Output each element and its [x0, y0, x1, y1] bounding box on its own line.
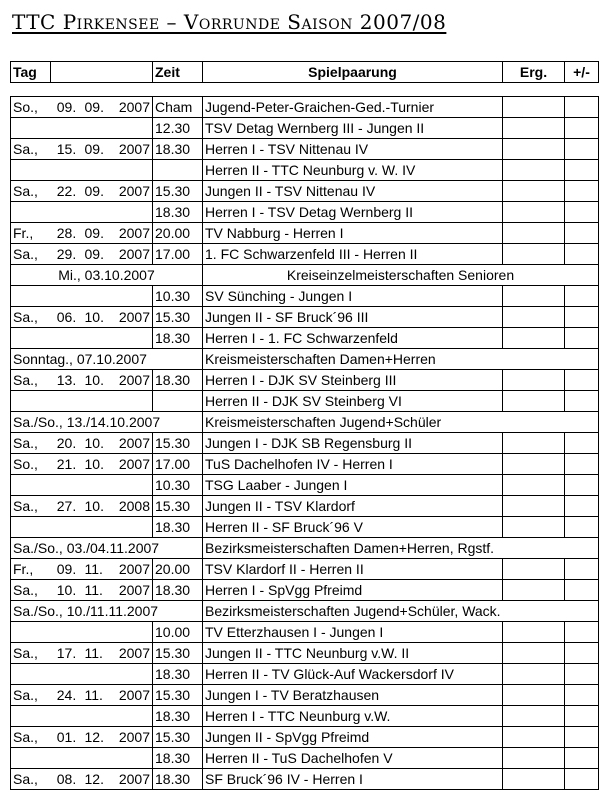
cell-day — [11, 517, 51, 538]
table-row — [11, 181, 599, 202]
cell-date-day: 27. — [51, 496, 83, 517]
cell-plusminus — [565, 454, 599, 475]
cell-day: Sa., — [11, 685, 51, 706]
cell-spielpaarung: Herren I - 1. FC Schwarzenfeld — [203, 328, 503, 349]
cell-ergebnis — [503, 370, 565, 391]
cell-zeit: 20.00 — [153, 559, 203, 580]
table-row — [11, 202, 599, 223]
cell-spielpaarung: Herren II - TV Glück-Auf Wackersdorf IV — [203, 664, 503, 685]
cell-plusminus — [565, 664, 599, 685]
header-plusminus: +/- — [565, 62, 599, 83]
cell-plusminus — [565, 643, 599, 664]
cell-plusminus — [565, 580, 599, 601]
cell-plusminus — [565, 496, 599, 517]
cell-spielpaarung: Jungen II - TTC Neunburg v.W. II — [203, 643, 503, 664]
table-row — [11, 412, 599, 433]
cell-date-year — [115, 118, 153, 139]
table-row — [11, 601, 599, 622]
cell-date-day — [51, 475, 83, 496]
cell-spielpaarung: TV Nabburg - Herren I — [203, 223, 503, 244]
table-row — [11, 160, 599, 181]
cell-zeit — [153, 391, 203, 412]
cell-zeit: 18.30 — [153, 748, 203, 769]
cell-date-year: 2007 — [115, 643, 153, 664]
cell-date-month: 11. — [83, 559, 115, 580]
cell-day — [11, 328, 51, 349]
event-name: Bezirksmeisterschaften Jugend+Schüler, Wack. — [203, 601, 599, 622]
cell-spielpaarung: 1. FC Schwarzenfeld III - Herren II — [203, 244, 503, 265]
cell-date-month: 09. — [83, 244, 115, 265]
cell-date-day: 10. — [51, 580, 83, 601]
cell-ergebnis — [503, 433, 565, 454]
cell-day: Sa., — [11, 580, 51, 601]
cell-plusminus — [565, 223, 599, 244]
cell-zeit: 15.30 — [153, 496, 203, 517]
cell-ergebnis — [503, 181, 565, 202]
cell-date-month: 12. — [83, 769, 115, 790]
cell-date-year: 2008 — [115, 496, 153, 517]
cell-spielpaarung: Herren II - TuS Dachelhofen V — [203, 748, 503, 769]
cell-day — [11, 202, 51, 223]
table-row — [11, 370, 599, 391]
cell-plusminus — [565, 559, 599, 580]
table-row — [11, 706, 599, 727]
cell-ergebnis — [503, 244, 565, 265]
table-row — [11, 391, 599, 412]
cell-date-day — [51, 622, 83, 643]
cell-ergebnis — [503, 160, 565, 181]
table-row — [11, 307, 599, 328]
cell-day: Sa., — [11, 370, 51, 391]
cell-spielpaarung: Jungen II - TSV Klardorf — [203, 496, 503, 517]
cell-date-month: 09. — [83, 223, 115, 244]
cell-date-month: 09. — [83, 139, 115, 160]
cell-date-day: 17. — [51, 643, 83, 664]
cell-spielpaarung: SF Bruck´96 IV - Herren I — [203, 769, 503, 790]
cell-date-year — [115, 328, 153, 349]
cell-date-month: 10. — [83, 307, 115, 328]
cell-plusminus — [565, 517, 599, 538]
event-name: Kreismeisterschaften Jugend+Schüler — [203, 412, 599, 433]
table-row — [11, 559, 599, 580]
cell-day: Sa., — [11, 727, 51, 748]
table-row — [11, 349, 599, 370]
table-row — [11, 328, 599, 349]
table-row — [11, 244, 599, 265]
cell-ergebnis — [503, 748, 565, 769]
cell-ergebnis — [503, 559, 565, 580]
cell-plusminus — [565, 286, 599, 307]
cell-date-day: 01. — [51, 727, 83, 748]
cell-day — [11, 118, 51, 139]
table-row — [11, 433, 599, 454]
cell-date-year — [115, 286, 153, 307]
cell-zeit: Cham — [153, 97, 203, 118]
cell-plusminus — [565, 160, 599, 181]
event-date: Sonntag., 07.10.2007 — [11, 349, 203, 370]
cell-date-year — [115, 664, 153, 685]
table-row — [11, 769, 599, 790]
cell-day: Sa., — [11, 433, 51, 454]
cell-date-year: 2007 — [115, 685, 153, 706]
cell-plusminus — [565, 370, 599, 391]
cell-date-year: 2007 — [115, 727, 153, 748]
cell-spielpaarung: Jungen II - SF Bruck´96 III — [203, 307, 503, 328]
table-row — [11, 538, 599, 559]
cell-date-month: 12. — [83, 727, 115, 748]
cell-zeit: 20.00 — [153, 223, 203, 244]
cell-date-month: 10. — [83, 370, 115, 391]
cell-plusminus — [565, 328, 599, 349]
header-tag: Tag — [11, 62, 51, 83]
cell-plusminus — [565, 97, 599, 118]
cell-ergebnis — [503, 139, 565, 160]
cell-spielpaarung: Herren I - TTC Neunburg v.W. — [203, 706, 503, 727]
cell-day — [11, 286, 51, 307]
cell-spielpaarung: TSG Laaber - Jungen I — [203, 475, 503, 496]
cell-zeit: 18.30 — [153, 580, 203, 601]
event-date: Mi., 03.10.2007 — [11, 265, 203, 286]
cell-plusminus — [565, 475, 599, 496]
cell-date-day: 28. — [51, 223, 83, 244]
cell-day: Sa., — [11, 181, 51, 202]
cell-date-month — [83, 286, 115, 307]
cell-zeit: 18.30 — [153, 370, 203, 391]
spacer-row — [11, 83, 599, 97]
cell-ergebnis — [503, 685, 565, 706]
cell-date-day: 21. — [51, 454, 83, 475]
cell-zeit: 15.30 — [153, 643, 203, 664]
cell-ergebnis — [503, 769, 565, 790]
cell-day — [11, 391, 51, 412]
cell-plusminus — [565, 706, 599, 727]
cell-day: Sa., — [11, 307, 51, 328]
cell-zeit: 18.30 — [153, 328, 203, 349]
cell-zeit: 15.30 — [153, 433, 203, 454]
cell-date-day — [51, 664, 83, 685]
cell-day: So., — [11, 454, 51, 475]
header-zeit: Zeit — [153, 62, 203, 83]
header-erg: Erg. — [503, 62, 565, 83]
cell-date-day — [51, 391, 83, 412]
table-row — [11, 97, 599, 118]
cell-date-day — [51, 748, 83, 769]
cell-ergebnis — [503, 307, 565, 328]
cell-date-month: 09. — [83, 181, 115, 202]
cell-ergebnis — [503, 727, 565, 748]
cell-spielpaarung: Herren I - SpVgg Pfreimd — [203, 580, 503, 601]
table-row — [11, 496, 599, 517]
cell-date-year — [115, 391, 153, 412]
cell-date-day — [51, 706, 83, 727]
cell-date-year: 2007 — [115, 181, 153, 202]
cell-day — [11, 475, 51, 496]
cell-date-month — [83, 160, 115, 181]
cell-date-day: 22. — [51, 181, 83, 202]
cell-day — [11, 706, 51, 727]
cell-date-month: 10. — [83, 454, 115, 475]
cell-zeit: 12.30 — [153, 118, 203, 139]
cell-ergebnis — [503, 622, 565, 643]
table-row — [11, 748, 599, 769]
event-date: Sa./So., 03./04.11.2007 — [11, 538, 203, 559]
cell-date-month — [83, 202, 115, 223]
cell-ergebnis — [503, 97, 565, 118]
cell-date-day — [51, 118, 83, 139]
cell-plusminus — [565, 622, 599, 643]
cell-spielpaarung: Herren I - TSV Detag Wernberg II — [203, 202, 503, 223]
cell-date-month: 09. — [83, 97, 115, 118]
cell-date-month — [83, 748, 115, 769]
event-date: Sa./So., 13./14.10.2007 — [11, 412, 203, 433]
table-row — [11, 139, 599, 160]
cell-date-year: 2007 — [115, 307, 153, 328]
cell-zeit: 18.30 — [153, 202, 203, 223]
cell-date-month: 11. — [83, 643, 115, 664]
cell-spielpaarung: Herren II - SF Bruck´96 V — [203, 517, 503, 538]
cell-plusminus — [565, 307, 599, 328]
event-name: Kreiseinzelmeisterschaften Senioren — [203, 265, 599, 286]
cell-date-year: 2007 — [115, 769, 153, 790]
page-title: TTC Pirkensee – Vorrunde Saison 2007/08 — [12, 10, 447, 34]
cell-plusminus — [565, 118, 599, 139]
cell-day — [11, 664, 51, 685]
cell-spielpaarung: Jungen I - TV Beratzhausen — [203, 685, 503, 706]
cell-spielpaarung: Herren I - TSV Nittenau IV — [203, 139, 503, 160]
header-spielpaarung: Spielpaarung — [203, 62, 503, 83]
cell-ergebnis — [503, 118, 565, 139]
cell-plusminus — [565, 181, 599, 202]
cell-zeit: 10.30 — [153, 286, 203, 307]
cell-ergebnis — [503, 202, 565, 223]
cell-spielpaarung: Herren I - DJK SV Steinberg III — [203, 370, 503, 391]
cell-date-month — [83, 622, 115, 643]
cell-zeit: 17.00 — [153, 454, 203, 475]
cell-date-month — [83, 664, 115, 685]
cell-day — [11, 748, 51, 769]
cell-ergebnis — [503, 328, 565, 349]
cell-date-year — [115, 160, 153, 181]
cell-date-month — [83, 391, 115, 412]
cell-ergebnis — [503, 517, 565, 538]
cell-spielpaarung: TV Etterzhausen I - Jungen I — [203, 622, 503, 643]
cell-spielpaarung: Jungen II - TSV Nittenau IV — [203, 181, 503, 202]
cell-zeit: 18.30 — [153, 517, 203, 538]
cell-ergebnis — [503, 664, 565, 685]
table-row — [11, 727, 599, 748]
event-name: Bezirksmeisterschaften Damen+Herren, Rgstf. — [203, 538, 599, 559]
cell-plusminus — [565, 202, 599, 223]
cell-spielpaarung: Jugend-Peter-Graichen-Ged.-Turnier — [203, 97, 503, 118]
cell-plusminus — [565, 685, 599, 706]
cell-date-year — [115, 517, 153, 538]
cell-spielpaarung: Herren II - TTC Neunburg v. W. IV — [203, 160, 503, 181]
table-row — [11, 622, 599, 643]
cell-plusminus — [565, 748, 599, 769]
cell-date-month — [83, 118, 115, 139]
cell-zeit: 10.00 — [153, 622, 203, 643]
cell-date-year — [115, 202, 153, 223]
cell-spielpaarung: SV Sünching - Jungen I — [203, 286, 503, 307]
cell-spielpaarung: Herren II - DJK SV Steinberg VI — [203, 391, 503, 412]
cell-ergebnis — [503, 580, 565, 601]
event-date: Sa./So., 10./11.11.2007 — [11, 601, 203, 622]
cell-date-year: 2007 — [115, 433, 153, 454]
cell-date-day: 13. — [51, 370, 83, 391]
cell-zeit: 18.30 — [153, 664, 203, 685]
cell-zeit: 15.30 — [153, 727, 203, 748]
cell-spielpaarung: TSV Detag Wernberg III - Jungen II — [203, 118, 503, 139]
cell-date-day: 15. — [51, 139, 83, 160]
cell-date-day: 09. — [51, 559, 83, 580]
cell-date-month — [83, 475, 115, 496]
table-row — [11, 118, 599, 139]
cell-date-day — [51, 202, 83, 223]
cell-plusminus — [565, 433, 599, 454]
cell-date-day: 24. — [51, 685, 83, 706]
cell-day: Fr., — [11, 559, 51, 580]
cell-day: Sa., — [11, 139, 51, 160]
table-row — [11, 643, 599, 664]
table-row — [11, 223, 599, 244]
cell-date-year: 2007 — [115, 139, 153, 160]
cell-plusminus — [565, 391, 599, 412]
cell-date-month — [83, 328, 115, 349]
table-row — [11, 286, 599, 307]
cell-zeit: 15.30 — [153, 307, 203, 328]
cell-date-month — [83, 706, 115, 727]
cell-date-month: 11. — [83, 685, 115, 706]
cell-ergebnis — [503, 475, 565, 496]
cell-date-year: 2007 — [115, 580, 153, 601]
cell-plusminus — [565, 139, 599, 160]
cell-day: Sa., — [11, 244, 51, 265]
cell-day: Sa., — [11, 643, 51, 664]
cell-zeit: 10.30 — [153, 475, 203, 496]
cell-date-day: 20. — [51, 433, 83, 454]
cell-date-day — [51, 517, 83, 538]
cell-zeit: 18.30 — [153, 769, 203, 790]
cell-date-day: 09. — [51, 97, 83, 118]
header-row — [11, 62, 599, 83]
cell-spielpaarung: Jungen II - SpVgg Pfreimd — [203, 727, 503, 748]
cell-date-month: 10. — [83, 433, 115, 454]
cell-zeit: 15.30 — [153, 181, 203, 202]
cell-date-year — [115, 475, 153, 496]
cell-date-day: 08. — [51, 769, 83, 790]
cell-date-day — [51, 328, 83, 349]
cell-date-year: 2007 — [115, 559, 153, 580]
cell-zeit — [153, 160, 203, 181]
cell-ergebnis — [503, 643, 565, 664]
cell-date-year: 2007 — [115, 223, 153, 244]
cell-day — [11, 160, 51, 181]
cell-date-year: 2007 — [115, 97, 153, 118]
cell-plusminus — [565, 244, 599, 265]
cell-date-year — [115, 622, 153, 643]
cell-date-year: 2007 — [115, 244, 153, 265]
cell-ergebnis — [503, 391, 565, 412]
cell-day: So., — [11, 97, 51, 118]
cell-plusminus — [565, 727, 599, 748]
cell-spielpaarung: TSV Klardorf II - Herren II — [203, 559, 503, 580]
cell-zeit: 15.30 — [153, 685, 203, 706]
cell-ergebnis — [503, 223, 565, 244]
event-name: Kreismeisterschaften Damen+Herren — [203, 349, 599, 370]
table-row — [11, 664, 599, 685]
cell-date-month: 11. — [83, 580, 115, 601]
cell-date-day: 06. — [51, 307, 83, 328]
cell-spielpaarung: TuS Dachelhofen IV - Herren I — [203, 454, 503, 475]
schedule-table — [10, 61, 599, 790]
cell-ergebnis — [503, 286, 565, 307]
table-row — [11, 475, 599, 496]
cell-ergebnis — [503, 454, 565, 475]
cell-ergebnis — [503, 706, 565, 727]
cell-spielpaarung: Jungen I - DJK SB Regensburg II — [203, 433, 503, 454]
cell-date-day — [51, 286, 83, 307]
cell-date-year — [115, 748, 153, 769]
cell-date-month: 10. — [83, 496, 115, 517]
cell-date-year: 2007 — [115, 370, 153, 391]
table-row — [11, 454, 599, 475]
cell-date-day: 29. — [51, 244, 83, 265]
table-row — [11, 265, 599, 286]
cell-zeit: 17.00 — [153, 244, 203, 265]
cell-day: Fr., — [11, 223, 51, 244]
cell-date-year: 2007 — [115, 454, 153, 475]
cell-date-year — [115, 706, 153, 727]
table-row — [11, 685, 599, 706]
table-row — [11, 517, 599, 538]
cell-day: Sa., — [11, 496, 51, 517]
cell-date-day — [51, 160, 83, 181]
cell-day — [11, 622, 51, 643]
cell-zeit: 18.30 — [153, 706, 203, 727]
cell-date-month — [83, 517, 115, 538]
table-row — [11, 580, 599, 601]
cell-day: Sa., — [11, 769, 51, 790]
cell-plusminus — [565, 769, 599, 790]
cell-ergebnis — [503, 496, 565, 517]
cell-zeit: 18.30 — [153, 139, 203, 160]
